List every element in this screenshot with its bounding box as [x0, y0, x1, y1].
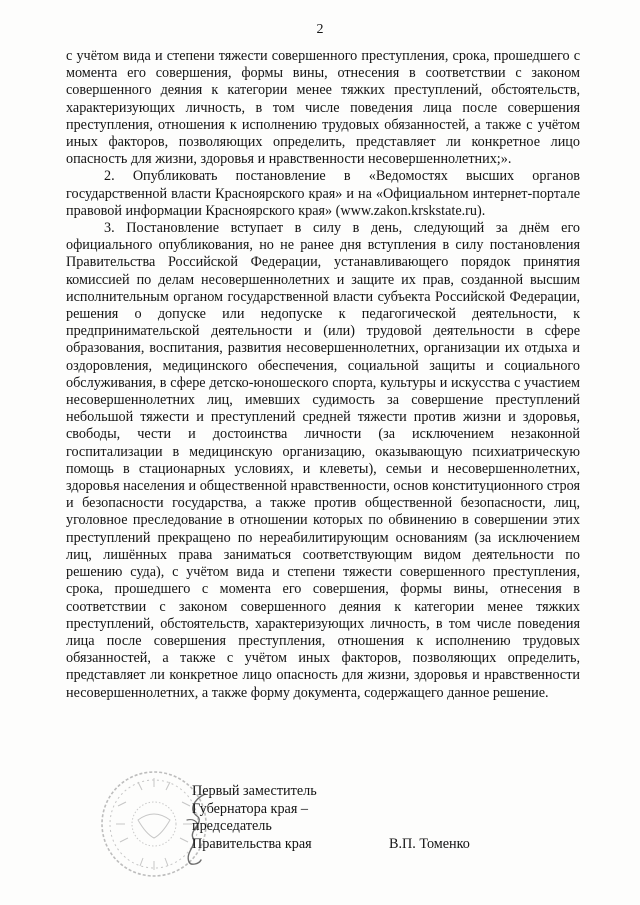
signatory-position-line: Губернатора края – — [192, 800, 309, 817]
signatory-position-line: Первый заместитель — [192, 783, 317, 799]
page-number: 2 — [316, 22, 324, 37]
signatory-position — [192, 783, 317, 853]
signatory-position-line: председатель — [192, 818, 272, 835]
signatory-name: В.П. Томенко — [389, 836, 470, 852]
signatory-position-line: Правительства края — [192, 835, 312, 852]
paragraph-continuation: с учётом вида и степени тяжести совершенного преступления, срока, прошедшего с момента его совершения, формы вины, отнесения в соответствии с законом совершенного деяния к категории менее тяжких преступлений, обстоятельств, характеризующих личность, в том числе поведения лица после совершения преступления, отношения к исполнению трудовых обязанностей, а также с учётом иных факторов, позволяющих определить, представляет ли конкретное лицо опасность для жизни, здоровья и нравственности несовершеннолетних;». — [66, 48, 580, 168]
paragraph-item-2: 2. Опубликовать постановление в «Ведомостях высших органов государственной власти Красноярского края» и на «Официальном интернет-портале правовой информации Красноярского края» (www.zakon.krskstate.ru). — [66, 168, 580, 219]
paragraph-item-3: 3. Постановление вступает в силу в день, следующий за днём его официального опубликования, но не ранее дня вступления в силу постановления Правительства Российской Федерации, устанавливающего порядок принятия комиссией по делам несовершеннолетних и защите их прав, созданной высшим исполнительным органом государственной власти субъекта Российской Федерации, решения о допуске или недопуске к педагогической деятельности, к предпринимательской деятельности и (или) трудовой деятельности в сфере образования, воспитания, развития несовершеннолетних, организации их отдыха и оздоровления, медицинского обеспечения, социальной защиты и социального обслуживания, в сфере детско-юношеского спорта, культуры и искусства с участием несовершеннолетних лиц, имевших судимость за совершение преступлений небольшой тяжести и преступлений средней тяжести против жизни и здоровья, свободы, чести и достоинства личности (за исключением незаконной госпитализации в медицинскую организацию, оказывающую психиатрическую помощь в стационарных условиях, и клеветы), семьи и несовершеннолетних, здоровья населения и общественной нравственности, основ конституционного строя и безопасности государства, а также против общественной безопасности, лиц, уголовное преследование в отношении которых по обвинению в совершении этих преступлений прекращено по нереабилитирующим основаниям (за исключением лиц, лишённых права заниматься соответствующим видом деятельности по решению суда), с учётом вида и степени тяжести совершенного преступления, срока, прошедшего с момента его совершения, формы вины, отнесения в соответствии с законом совершенного деяния к категории менее тяжких преступлений, обстоятельств, характеризующих личность, в том числе поведения лица после совершения преступления, отношения к исполнению трудовых обязанностей, а также с учётом иных факторов, позволяющих определить, представляет ли конкретное лицо опасность для жизни, здоровья и нравственности несовершеннолетних, а также форму документа, содержащего данное решение. — [66, 220, 580, 701]
document-body — [66, 48, 580, 702]
